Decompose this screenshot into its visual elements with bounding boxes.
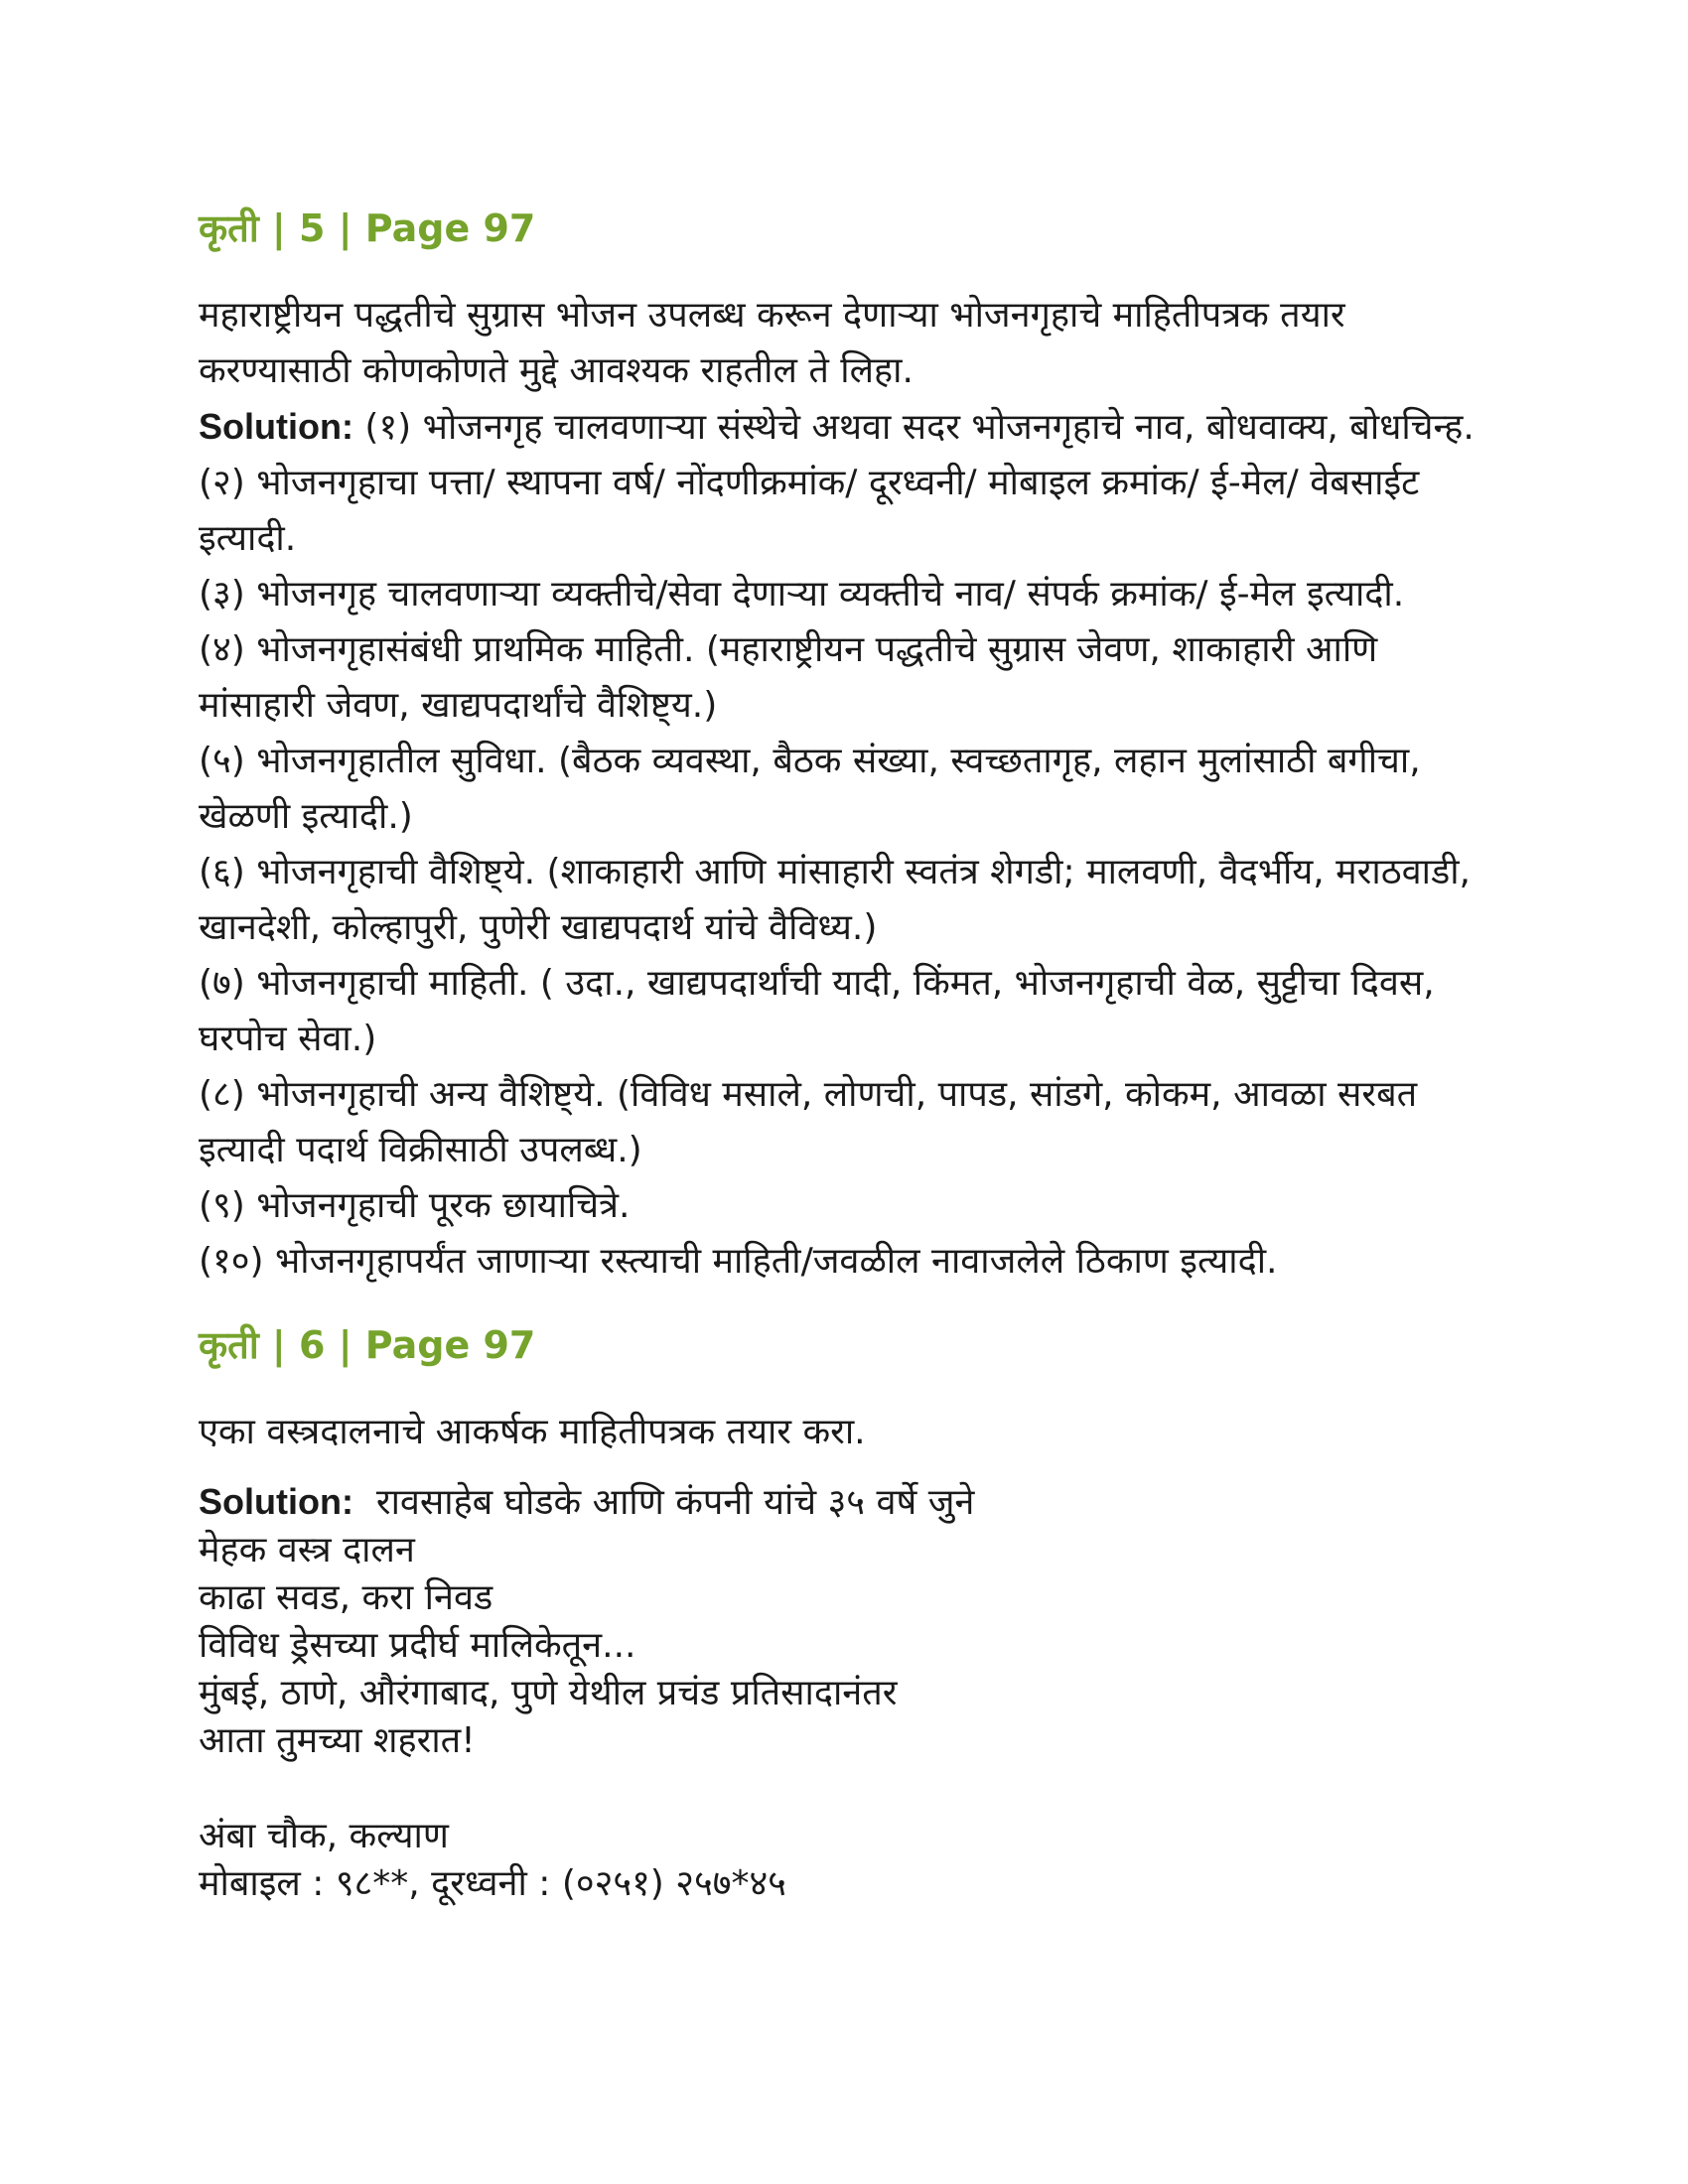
flyer-address: अंबा चौक, कल्याण [199,1816,449,1856]
solution-item-4: (४) भोजनगृहासंबंधी प्राथमिक माहिती. (महाराष्ट्रीयन पद्धतीचे सुग्रास जेवण, शाकाहारी आणि मांसाहारी जेवण, खाद्यपदार्थांचे वैशिष्ट्य.) [199,629,1378,726]
solution-item-10: (१०) भोजनगृहापर्यंत जाणाऱ्या रस्त्याची माहिती/जवळील नावाजलेले ठिकाण इत्यादी. [199,1241,1278,1282]
question-6: एका वस्त्रदालनाचे आकर्षक माहितीपत्रक तयार करा. [199,1412,866,1452]
flyer-cities: मुंबई, ठाणे, औरंगाबाद, पुणे येथील प्रचंड प्रतिसादानंतर [199,1673,898,1713]
solution-label: Solution: [199,406,353,447]
document-page [199,199,1489,1908]
flyer-now-in-city: आता तुमच्या शहरात! [199,1720,476,1761]
solution-item-6: (६) भोजनगृहाची वैशिष्ट्ये. (शाकाहारी आणि मांसाहारी स्वतंत्र शेगडी; मालवणी, वैदर्भीय, मराठवाडी, खानदेशी, कोल्हापुरी, पुणेरी खाद्यपदार्थ यांचे वैविध्य.) [199,852,1471,948]
spacer [199,1765,1489,1813]
solution-item-9: (९) भोजनगृहाची पूरक छायाचित्रे. [199,1185,631,1226]
flyer-slogan: काढा सवड, करा निवड [199,1577,493,1618]
solution-item-8: (८) भोजनगृहाची अन्य वैशिष्ट्ये. (विविध मसाले, लोणची, पापड, सांडगे, कोकम, आवळा सरबत इत्यादी पदार्थ विक्रीसाठी उपलब्ध.) [199,1074,1418,1170]
solution-item-2: (२) भोजनगृहाचा पत्ता/ स्थापना वर्ष/ नोंदणीक्रमांक/ दूरध्वनी/ मोबाइल क्रमांक/ ई-मेल/ वेबसाईट इत्यादी. [199,463,1420,559]
section-heading-5: कृती | 5 | Page 97 [199,206,536,250]
flyer-range: विविध ड्रेसच्या प्रदीर्घ मालिकेतून... [199,1625,636,1666]
flyer-contact: मोबाइल : ९८**, दूरध्वनी : (०२५१) २५७*४५ [199,1863,786,1904]
solution-item-1 [199,399,1489,456]
flyer-company-line: रावसाहेब घोडके आणि कंपनी यांचे ३५ वर्षे जुने [375,1482,975,1523]
question-5: महाराष्ट्रीयन पद्धतीचे सुग्रास भोजन उपलब्ध करून देणाऱ्या भोजनगृहाचे माहितीपत्रक तयार करण्यासाठी कोणकोणते मुद्दे आवश्यक राहतील ते लिहा. [199,295,1345,391]
solution-label: Solution: [199,1481,353,1522]
solution-item-5: (५) भोजनगृहातील सुविधा. (बैठक व्यवस्था, बैठक संख्या, स्वच्छतागृह, लहान मुलांसाठी बगीचा, खेळणी इत्यादी.) [199,741,1421,837]
flyer-store-name: मेहक वस्त्र दालन [199,1530,415,1570]
solution-item-text: (१) भोजनगृह चालवणाऱ्या संस्थेचे अथवा सदर भोजनगृहाचे नाव, बोधवाक्य, बोधचिन्ह. [364,407,1475,448]
section-heading-6: कृती | 6 | Page 97 [199,1323,536,1367]
flyer-first-line [199,1478,1489,1527]
solution-item-7: (७) भोजनगृहाची माहिती. ( उदा., खाद्यपदार्थांची यादी, किंमत, भोजनगृहाची वेळ, सुट्टीचा दिवस, घरपोच सेवा.) [199,963,1435,1059]
solution-item-3: (३) भोजनगृह चालवणाऱ्या व्यक्तीचे/सेवा देणाऱ्या व्यक्तीचे नाव/ संपर्क क्रमांक/ ई-मेल इत्यादी. [199,574,1405,614]
